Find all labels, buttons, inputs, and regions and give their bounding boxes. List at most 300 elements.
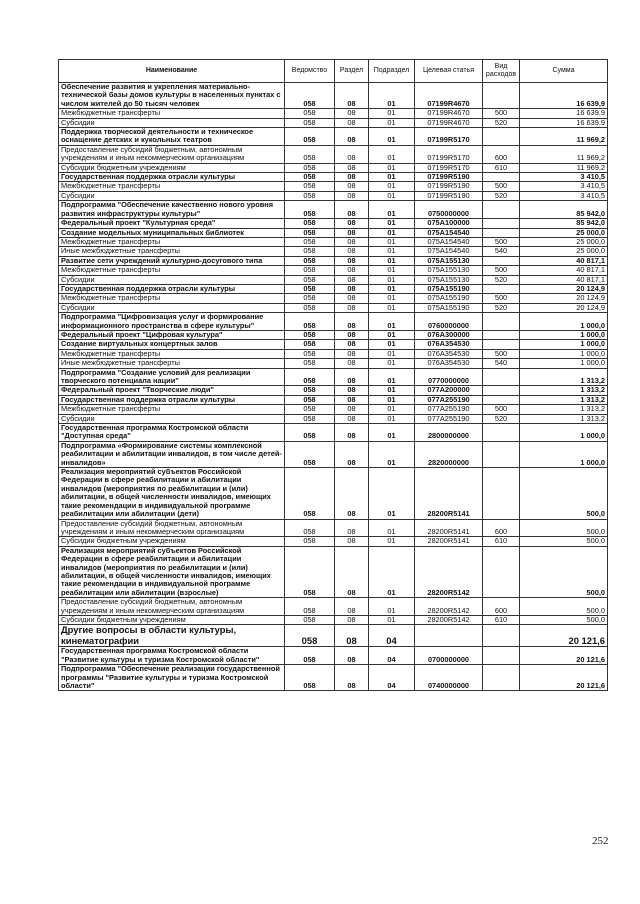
cell-podrazdel: 01 bbox=[369, 395, 415, 404]
cell-celevaya-statya: 0750000000 bbox=[415, 201, 483, 219]
cell-razdel: 08 bbox=[335, 191, 369, 200]
cell-razdel: 08 bbox=[335, 145, 369, 163]
cell-razdel: 08 bbox=[335, 665, 369, 691]
cell-vid-rashodov: 500 bbox=[483, 294, 520, 303]
cell-summa: 1 313,2 bbox=[520, 395, 608, 404]
cell-podrazdel: 01 bbox=[369, 118, 415, 127]
cell-podrazdel: 04 bbox=[369, 625, 415, 647]
table-row bbox=[59, 256, 608, 265]
cell-razdel: 08 bbox=[335, 468, 369, 519]
cell-name: Подпрограмма "Обеспечение качественно нового уровня развития инфраструктуры культуры" bbox=[59, 201, 285, 219]
cell-razdel: 08 bbox=[335, 537, 369, 546]
cell-name: Субсидии bbox=[59, 191, 285, 200]
cell-vid-rashodov bbox=[483, 647, 520, 665]
cell-name: Создание модельных муниципальных библиотек bbox=[59, 228, 285, 237]
cell-podrazdel: 01 bbox=[369, 546, 415, 597]
cell-name: Субсидии bbox=[59, 303, 285, 312]
cell-razdel: 08 bbox=[335, 284, 369, 293]
cell-name: Федеральный проект "Творческие люди" bbox=[59, 386, 285, 395]
cell-vedomstvo: 058 bbox=[285, 340, 335, 349]
cell-razdel: 08 bbox=[335, 256, 369, 265]
cell-name: Межбюджетные трансферты bbox=[59, 405, 285, 414]
cell-podrazdel: 01 bbox=[369, 201, 415, 219]
cell-name: Иные межбюджетные трансферты bbox=[59, 359, 285, 368]
header-razdel: Раздел bbox=[335, 60, 369, 83]
table-row bbox=[59, 368, 608, 386]
cell-razdel: 08 bbox=[335, 83, 369, 109]
cell-vedomstvo: 058 bbox=[285, 598, 335, 616]
cell-vedomstvo: 058 bbox=[285, 546, 335, 597]
cell-podrazdel: 01 bbox=[369, 349, 415, 358]
cell-vid-rashodov bbox=[483, 625, 520, 647]
cell-name: Подпрограмма «Формирование системы комплексной реабилитации и абилитации инвалидов, в том числе детей-инвалидов» bbox=[59, 441, 285, 467]
cell-vedomstvo: 058 bbox=[285, 647, 335, 665]
cell-name: Обеспечение развития и укрепления материально-технической базы домов культуры в населенных пунктах с числом жителей до 50 тысяч человек bbox=[59, 83, 285, 109]
cell-summa: 20 121,6 bbox=[520, 625, 608, 647]
cell-celevaya-statya: 075A155130 bbox=[415, 256, 483, 265]
cell-vedomstvo: 058 bbox=[285, 313, 335, 331]
cell-razdel: 08 bbox=[335, 395, 369, 404]
table-row bbox=[59, 330, 608, 339]
cell-name: Межбюджетные трансферты bbox=[59, 237, 285, 246]
cell-podrazdel: 01 bbox=[369, 386, 415, 395]
cell-name: Создание виртуальных концертных залов bbox=[59, 340, 285, 349]
table-body bbox=[59, 83, 608, 691]
cell-vedomstvo: 058 bbox=[285, 109, 335, 118]
cell-summa: 1 000,0 bbox=[520, 424, 608, 442]
cell-vid-rashodov: 610 bbox=[483, 537, 520, 546]
cell-razdel: 08 bbox=[335, 519, 369, 537]
cell-name: Предоставление субсидий бюджетным, автономным учреждениям и иным некоммерческим организациям bbox=[59, 145, 285, 163]
cell-celevaya-statya: 075A155190 bbox=[415, 284, 483, 293]
cell-name: Поддержка творческой деятельности и техническое оснащение детских и кукольных театров bbox=[59, 128, 285, 146]
cell-summa: 500,0 bbox=[520, 468, 608, 519]
cell-razdel: 08 bbox=[335, 386, 369, 395]
cell-vedomstvo: 058 bbox=[285, 330, 335, 339]
cell-name: Иные межбюджетные трансферты bbox=[59, 247, 285, 256]
cell-podrazdel: 01 bbox=[369, 359, 415, 368]
cell-celevaya-statya: 07199R4670 bbox=[415, 83, 483, 109]
cell-podrazdel: 01 bbox=[369, 615, 415, 624]
table-row bbox=[59, 275, 608, 284]
cell-vid-rashodov: 500 bbox=[483, 182, 520, 191]
cell-razdel: 08 bbox=[335, 219, 369, 228]
cell-razdel: 08 bbox=[335, 228, 369, 237]
cell-celevaya-statya: 07199R5170 bbox=[415, 128, 483, 146]
table-row bbox=[59, 441, 608, 467]
table-row bbox=[59, 340, 608, 349]
cell-name: Реализация мероприятий субъектов Российской Федерации в сфере реабилитации и абилитации инвалидов (мероприятия по реабилитации и (или) абилитации, в общей численности инвалидов, имеющих такие рекомендации в индивидуальной программе реабилитации или абилитации (дети) bbox=[59, 468, 285, 519]
cell-vedomstvo: 058 bbox=[285, 145, 335, 163]
header-summa: Сумма bbox=[520, 60, 608, 83]
cell-name: Развитие сети учреждений культурно-досугового типа bbox=[59, 256, 285, 265]
header-name: Наименование bbox=[59, 60, 285, 83]
cell-celevaya-statya: 07199R4670 bbox=[415, 118, 483, 127]
cell-vedomstvo: 058 bbox=[285, 128, 335, 146]
cell-vedomstvo: 058 bbox=[285, 615, 335, 624]
cell-celevaya-statya: 28200R5142 bbox=[415, 615, 483, 624]
table-row bbox=[59, 163, 608, 172]
cell-vid-rashodov: 500 bbox=[483, 349, 520, 358]
cell-celevaya-statya: 28200R5141 bbox=[415, 468, 483, 519]
cell-vedomstvo: 058 bbox=[285, 284, 335, 293]
cell-summa: 500,0 bbox=[520, 598, 608, 616]
cell-celevaya-statya: 07199R5190 bbox=[415, 173, 483, 182]
cell-summa: 85 942,0 bbox=[520, 219, 608, 228]
cell-name: Государственная поддержка отрасли культуры bbox=[59, 284, 285, 293]
cell-name: Государственная программа Костромской области "Развитие культуры и туризма Костромской области" bbox=[59, 647, 285, 665]
cell-name: Субсидии bbox=[59, 118, 285, 127]
cell-razdel: 08 bbox=[335, 405, 369, 414]
cell-vedomstvo: 058 bbox=[285, 237, 335, 246]
cell-summa: 16 639,9 bbox=[520, 109, 608, 118]
cell-summa: 1 000,0 bbox=[520, 441, 608, 467]
cell-vedomstvo: 058 bbox=[285, 182, 335, 191]
table-row bbox=[59, 414, 608, 423]
cell-vid-rashodov bbox=[483, 219, 520, 228]
table-row bbox=[59, 284, 608, 293]
table-row bbox=[59, 109, 608, 118]
cell-summa: 16 639,9 bbox=[520, 118, 608, 127]
cell-vid-rashodov bbox=[483, 665, 520, 691]
cell-summa: 11 969,2 bbox=[520, 145, 608, 163]
cell-vid-rashodov bbox=[483, 468, 520, 519]
cell-name: Межбюджетные трансферты bbox=[59, 294, 285, 303]
cell-podrazdel: 01 bbox=[369, 128, 415, 146]
cell-summa: 20 124,9 bbox=[520, 284, 608, 293]
cell-vid-rashodov: 600 bbox=[483, 598, 520, 616]
cell-vedomstvo: 058 bbox=[285, 83, 335, 109]
cell-celevaya-statya: 07199R4670 bbox=[415, 109, 483, 118]
budget-table bbox=[58, 59, 608, 691]
cell-podrazdel: 04 bbox=[369, 665, 415, 691]
cell-razdel: 08 bbox=[335, 173, 369, 182]
cell-razdel: 08 bbox=[335, 368, 369, 386]
cell-vid-rashodov: 520 bbox=[483, 191, 520, 200]
cell-vedomstvo: 058 bbox=[285, 118, 335, 127]
cell-celevaya-statya: 076A354530 bbox=[415, 359, 483, 368]
cell-summa: 25 000,0 bbox=[520, 237, 608, 246]
cell-vedomstvo: 058 bbox=[285, 275, 335, 284]
cell-vid-rashodov: 610 bbox=[483, 615, 520, 624]
cell-summa: 40 817,1 bbox=[520, 275, 608, 284]
cell-podrazdel: 01 bbox=[369, 173, 415, 182]
cell-vid-rashodov bbox=[483, 128, 520, 146]
cell-podrazdel: 01 bbox=[369, 313, 415, 331]
cell-celevaya-statya: 0770000000 bbox=[415, 368, 483, 386]
cell-vid-rashodov: 610 bbox=[483, 163, 520, 172]
cell-celevaya-statya: 075A155130 bbox=[415, 266, 483, 275]
cell-celevaya-statya: 28200R5142 bbox=[415, 598, 483, 616]
table-row bbox=[59, 201, 608, 219]
table-row bbox=[59, 219, 608, 228]
cell-vedomstvo: 058 bbox=[285, 294, 335, 303]
table-row bbox=[59, 128, 608, 146]
header-vedomstvo: Ведомство bbox=[285, 60, 335, 83]
cell-vid-rashodov bbox=[483, 386, 520, 395]
cell-name: Реализация мероприятий субъектов Российской Федерации в сфере реабилитации и абилитации инвалидов (мероприятия по реабилитации и (или) абилитации, в общей численности инвалидов, имеющих такие рекомендации в индивидуальной программе реабилитации или абилитации (взрослые) bbox=[59, 546, 285, 597]
cell-podrazdel: 01 bbox=[369, 182, 415, 191]
cell-vid-rashodov bbox=[483, 546, 520, 597]
cell-vid-rashodov bbox=[483, 330, 520, 339]
cell-name: Межбюджетные трансферты bbox=[59, 109, 285, 118]
cell-vid-rashodov: 540 bbox=[483, 247, 520, 256]
cell-summa: 85 942,0 bbox=[520, 201, 608, 219]
cell-vedomstvo: 058 bbox=[285, 395, 335, 404]
cell-name: Подпрограмма "Обеспечение реализации государственной программы "Развитие культуры и туризма Костромской области" bbox=[59, 665, 285, 691]
cell-vedomstvo: 058 bbox=[285, 191, 335, 200]
cell-name: Государственная программа Костромской области "Доступная среда" bbox=[59, 424, 285, 442]
cell-celevaya-statya: 075A155190 bbox=[415, 303, 483, 312]
table-row bbox=[59, 615, 608, 624]
cell-summa: 1 000,0 bbox=[520, 349, 608, 358]
cell-celevaya-statya: 0700000000 bbox=[415, 647, 483, 665]
cell-celevaya-statya: 075A154540 bbox=[415, 237, 483, 246]
cell-celevaya-statya: 076A354530 bbox=[415, 349, 483, 358]
cell-summa: 11 969,2 bbox=[520, 128, 608, 146]
cell-podrazdel: 01 bbox=[369, 294, 415, 303]
cell-podrazdel: 01 bbox=[369, 414, 415, 423]
cell-vid-rashodov bbox=[483, 284, 520, 293]
cell-podrazdel: 01 bbox=[369, 83, 415, 109]
cell-vedomstvo: 058 bbox=[285, 228, 335, 237]
cell-podrazdel: 04 bbox=[369, 647, 415, 665]
table-row bbox=[59, 519, 608, 537]
header-podrazdel: Подраздел bbox=[369, 60, 415, 83]
cell-razdel: 08 bbox=[335, 625, 369, 647]
cell-razdel: 08 bbox=[335, 237, 369, 246]
table-row bbox=[59, 303, 608, 312]
cell-summa: 16 639,9 bbox=[520, 83, 608, 109]
cell-razdel: 08 bbox=[335, 546, 369, 597]
cell-podrazdel: 01 bbox=[369, 145, 415, 163]
cell-vid-rashodov: 600 bbox=[483, 519, 520, 537]
cell-podrazdel: 01 bbox=[369, 537, 415, 546]
cell-razdel: 08 bbox=[335, 275, 369, 284]
cell-podrazdel: 01 bbox=[369, 228, 415, 237]
cell-vedomstvo: 058 bbox=[285, 266, 335, 275]
table-row bbox=[59, 266, 608, 275]
cell-vid-rashodov bbox=[483, 424, 520, 442]
cell-summa: 500,0 bbox=[520, 546, 608, 597]
cell-summa: 20 124,9 bbox=[520, 303, 608, 312]
header-celevaya-statya: Целевая статья bbox=[415, 60, 483, 83]
cell-podrazdel: 01 bbox=[369, 468, 415, 519]
header-vid-rashodov: Вид расходов bbox=[483, 60, 520, 83]
cell-razdel: 08 bbox=[335, 266, 369, 275]
cell-vid-rashodov bbox=[483, 173, 520, 182]
cell-vedomstvo: 058 bbox=[285, 665, 335, 691]
cell-razdel: 08 bbox=[335, 340, 369, 349]
cell-celevaya-statya: 07199R5190 bbox=[415, 182, 483, 191]
table-row bbox=[59, 313, 608, 331]
cell-summa: 20 121,6 bbox=[520, 647, 608, 665]
table-row bbox=[59, 294, 608, 303]
cell-razdel: 08 bbox=[335, 598, 369, 616]
cell-summa: 1 000,0 bbox=[520, 313, 608, 331]
cell-vid-rashodov: 500 bbox=[483, 266, 520, 275]
cell-name: Субсидии бюджетным учреждениям bbox=[59, 537, 285, 546]
cell-vedomstvo: 058 bbox=[285, 349, 335, 358]
cell-podrazdel: 01 bbox=[369, 284, 415, 293]
cell-vedomstvo: 058 bbox=[285, 256, 335, 265]
cell-name: Подпрограмма "Создание условий для реализации творческого потенциала нации" bbox=[59, 368, 285, 386]
cell-podrazdel: 01 bbox=[369, 598, 415, 616]
cell-celevaya-statya: 077A200000 bbox=[415, 386, 483, 395]
cell-name: Субсидии бюджетным учреждениям bbox=[59, 163, 285, 172]
cell-vid-rashodov bbox=[483, 83, 520, 109]
cell-razdel: 08 bbox=[335, 182, 369, 191]
cell-vid-rashodov bbox=[483, 441, 520, 467]
cell-celevaya-statya: 07199R5170 bbox=[415, 163, 483, 172]
cell-razdel: 08 bbox=[335, 414, 369, 423]
cell-summa: 1 313,2 bbox=[520, 386, 608, 395]
cell-podrazdel: 01 bbox=[369, 219, 415, 228]
cell-razdel: 08 bbox=[335, 294, 369, 303]
cell-razdel: 08 bbox=[335, 163, 369, 172]
cell-name: Федеральный проект "Цифровая культура" bbox=[59, 330, 285, 339]
table-row bbox=[59, 118, 608, 127]
cell-celevaya-statya: 077A255190 bbox=[415, 405, 483, 414]
table-row bbox=[59, 468, 608, 519]
cell-vedomstvo: 058 bbox=[285, 368, 335, 386]
table-row bbox=[59, 424, 608, 442]
cell-summa: 20 124,9 bbox=[520, 294, 608, 303]
cell-vid-rashodov: 520 bbox=[483, 303, 520, 312]
cell-summa: 1 313,2 bbox=[520, 368, 608, 386]
cell-vedomstvo: 058 bbox=[285, 468, 335, 519]
cell-vid-rashodov: 540 bbox=[483, 359, 520, 368]
cell-name: Государственная поддержка отрасли культуры bbox=[59, 395, 285, 404]
table-row bbox=[59, 237, 608, 246]
cell-name: Субсидии бюджетным учреждениям bbox=[59, 615, 285, 624]
table-header-row bbox=[59, 60, 608, 83]
cell-vid-rashodov: 500 bbox=[483, 109, 520, 118]
cell-razdel: 08 bbox=[335, 424, 369, 442]
cell-vedomstvo: 058 bbox=[285, 414, 335, 423]
cell-vid-rashodov: 600 bbox=[483, 145, 520, 163]
table-row bbox=[59, 395, 608, 404]
cell-celevaya-statya: 28200R5141 bbox=[415, 519, 483, 537]
cell-vedomstvo: 058 bbox=[285, 247, 335, 256]
cell-celevaya-statya bbox=[415, 625, 483, 647]
table-row bbox=[59, 665, 608, 691]
cell-razdel: 08 bbox=[335, 109, 369, 118]
cell-name: Межбюджетные трансферты bbox=[59, 349, 285, 358]
cell-podrazdel: 01 bbox=[369, 340, 415, 349]
table-row bbox=[59, 386, 608, 395]
cell-vedomstvo: 058 bbox=[285, 359, 335, 368]
cell-razdel: 08 bbox=[335, 330, 369, 339]
cell-vid-rashodov: 520 bbox=[483, 275, 520, 284]
table-row bbox=[59, 598, 608, 616]
cell-vid-rashodov bbox=[483, 201, 520, 219]
cell-razdel: 08 bbox=[335, 313, 369, 331]
cell-razdel: 08 bbox=[335, 201, 369, 219]
cell-summa: 40 817,1 bbox=[520, 266, 608, 275]
cell-summa: 1 000,0 bbox=[520, 330, 608, 339]
cell-vedomstvo: 058 bbox=[285, 625, 335, 647]
cell-celevaya-statya: 28200R5142 bbox=[415, 546, 483, 597]
page-number: 252 bbox=[592, 835, 609, 847]
cell-name: Подпрограмма "Цифровизация услуг и формирование информационного пространства в сфере культуры" bbox=[59, 313, 285, 331]
table-row bbox=[59, 625, 608, 647]
cell-name: Субсидии bbox=[59, 414, 285, 423]
cell-celevaya-statya: 2800000000 bbox=[415, 424, 483, 442]
cell-podrazdel: 01 bbox=[369, 163, 415, 172]
cell-celevaya-statya: 0760000000 bbox=[415, 313, 483, 331]
table-row bbox=[59, 182, 608, 191]
cell-summa: 1 000,0 bbox=[520, 359, 608, 368]
cell-razdel: 08 bbox=[335, 349, 369, 358]
table-row bbox=[59, 359, 608, 368]
cell-vid-rashodov bbox=[483, 313, 520, 331]
table-row bbox=[59, 349, 608, 358]
cell-vedomstvo: 058 bbox=[285, 386, 335, 395]
cell-summa: 25 000,0 bbox=[520, 247, 608, 256]
cell-celevaya-statya: 28200R5141 bbox=[415, 537, 483, 546]
table-row bbox=[59, 647, 608, 665]
cell-summa: 3 410,5 bbox=[520, 191, 608, 200]
cell-podrazdel: 01 bbox=[369, 247, 415, 256]
cell-razdel: 08 bbox=[335, 647, 369, 665]
cell-vedomstvo: 058 bbox=[285, 219, 335, 228]
cell-vid-rashodov bbox=[483, 256, 520, 265]
cell-podrazdel: 01 bbox=[369, 275, 415, 284]
cell-summa: 1 000,0 bbox=[520, 340, 608, 349]
cell-vid-rashodov: 500 bbox=[483, 237, 520, 246]
cell-celevaya-statya: 07199R5170 bbox=[415, 145, 483, 163]
cell-vedomstvo: 058 bbox=[285, 405, 335, 414]
cell-celevaya-statya: 075A154540 bbox=[415, 247, 483, 256]
cell-razdel: 08 bbox=[335, 441, 369, 467]
table-row bbox=[59, 173, 608, 182]
cell-summa: 500,0 bbox=[520, 615, 608, 624]
cell-podrazdel: 01 bbox=[369, 330, 415, 339]
cell-name: Государственная поддержка отрасли культуры bbox=[59, 173, 285, 182]
cell-podrazdel: 01 bbox=[369, 441, 415, 467]
cell-name: Другие вопросы в области культуры, кинематографии bbox=[59, 625, 285, 647]
cell-summa: 25 000,0 bbox=[520, 228, 608, 237]
cell-celevaya-statya: 075A100000 bbox=[415, 219, 483, 228]
cell-razdel: 08 bbox=[335, 303, 369, 312]
cell-celevaya-statya: 076A354530 bbox=[415, 340, 483, 349]
table-row bbox=[59, 83, 608, 109]
cell-vedomstvo: 058 bbox=[285, 441, 335, 467]
cell-vid-rashodov: 520 bbox=[483, 118, 520, 127]
cell-celevaya-statya: 075A155130 bbox=[415, 275, 483, 284]
cell-podrazdel: 01 bbox=[369, 424, 415, 442]
table-row bbox=[59, 191, 608, 200]
cell-vid-rashodov bbox=[483, 368, 520, 386]
cell-razdel: 08 bbox=[335, 359, 369, 368]
cell-vid-rashodov: 500 bbox=[483, 405, 520, 414]
cell-razdel: 08 bbox=[335, 247, 369, 256]
cell-vedomstvo: 058 bbox=[285, 537, 335, 546]
cell-podrazdel: 01 bbox=[369, 405, 415, 414]
cell-vid-rashodov: 520 bbox=[483, 414, 520, 423]
cell-vid-rashodov bbox=[483, 340, 520, 349]
cell-summa: 3 410,5 bbox=[520, 182, 608, 191]
cell-summa: 1 313,2 bbox=[520, 414, 608, 423]
cell-vedomstvo: 058 bbox=[285, 303, 335, 312]
table-row bbox=[59, 405, 608, 414]
cell-podrazdel: 01 bbox=[369, 191, 415, 200]
cell-celevaya-statya: 07199R5190 bbox=[415, 191, 483, 200]
cell-name: Субсидии bbox=[59, 275, 285, 284]
table-row bbox=[59, 546, 608, 597]
cell-razdel: 08 bbox=[335, 615, 369, 624]
